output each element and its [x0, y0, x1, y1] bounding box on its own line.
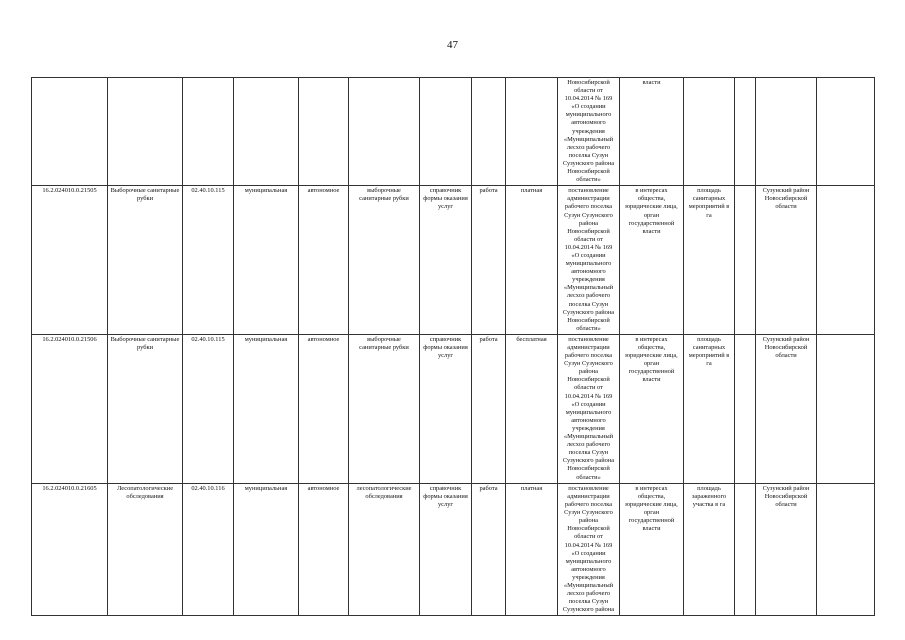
cell-kind: работа: [472, 186, 506, 335]
cell-territory: Сузунский район Новосибирской области: [756, 334, 817, 483]
page-number: 47: [447, 39, 458, 51]
cell-institution-type: [299, 78, 349, 186]
cell-level: муниципальная: [234, 334, 299, 483]
table-row: [32, 78, 875, 186]
cell-empty: [817, 186, 875, 335]
table-row: [32, 483, 875, 616]
cell-act: постановление администрации рабочего поселка Сузун Сузунского района Новосибирской области от 10.04.2014 № 169 «О создании муниципального автономного учреждения «Муниципальный лесхоз рабочего поселка Сузун Сузунского района Новосибирской области»: [558, 186, 620, 335]
cell-consumers: власти: [620, 78, 684, 186]
cell-consumers: в интересах общества, юридические лица, орган государственной власти: [620, 483, 684, 616]
cell-okved: 02.40.10.115: [183, 186, 234, 335]
cell-empty: [817, 483, 875, 616]
cell-institution-type: автономное: [299, 483, 349, 616]
cell-kind: работа: [472, 334, 506, 483]
cell-act: Новосибирской области от 10.04.2014 № 169 «О создании муниципального автономного учреждения «Муниципальный лесхоз рабочего поселка Сузун Сузунского района Новосибирской области»: [558, 78, 620, 186]
cell-name: [108, 78, 183, 186]
cell-level: муниципальная: [234, 483, 299, 616]
cell-content: лесопатологические обследования: [349, 483, 420, 616]
cell-consumers: в интересах общества, юридические лица, орган государственной власти: [620, 334, 684, 483]
cell-indicator: площадь санитарных мероприятий в га: [684, 334, 735, 483]
services-register-table: [31, 77, 875, 616]
cell-territory: [756, 78, 817, 186]
cell-level: муниципальная: [234, 186, 299, 335]
cell-content: выборочные санитарные рубки: [349, 334, 420, 483]
cell-name: Выборочные санитарные рубки: [108, 186, 183, 335]
cell-payment: [506, 78, 558, 186]
cell-empty: [735, 186, 756, 335]
cell-form: справочник формы оказания услуг: [420, 186, 472, 335]
cell-territory: Сузунский район Новосибирской области: [756, 186, 817, 335]
cell-payment: бесплатная: [506, 334, 558, 483]
cell-territory: Сузунский район Новосибирской области: [756, 483, 817, 616]
cell-form: [420, 78, 472, 186]
cell-level: [234, 78, 299, 186]
cell-payment: платная: [506, 483, 558, 616]
cell-form: справочник формы оказания услуг: [420, 483, 472, 616]
cell-code: 16.2.024010.0.21505: [32, 186, 108, 335]
cell-code: 16.2.024010.0.21605: [32, 483, 108, 616]
cell-kind: работа: [472, 483, 506, 616]
cell-payment: платная: [506, 186, 558, 335]
cell-empty: [735, 483, 756, 616]
cell-form: справочник формы оказания услуг: [420, 334, 472, 483]
cell-name: Лесопатологические обследования: [108, 483, 183, 616]
cell-institution-type: автономное: [299, 186, 349, 335]
cell-act: постановление администрации рабочего поселка Сузун Сузунского района Новосибирской области от 10.04.2014 № 169 «О создании муниципального автономного учреждения «Муниципальный лесхоз рабочего поселка Сузун Сузунского района: [558, 483, 620, 616]
cell-okved: 02.40.10.116: [183, 483, 234, 616]
cell-consumers: в интересах общества, юридические лица, орган государственной власти: [620, 186, 684, 335]
table-row: [32, 334, 875, 483]
cell-empty: [817, 78, 875, 186]
cell-kind: [472, 78, 506, 186]
cell-institution-type: автономное: [299, 334, 349, 483]
cell-empty: [735, 78, 756, 186]
cell-indicator: [684, 78, 735, 186]
cell-act: постановление администрации рабочего поселка Сузун Сузунского района Новосибирской области от 10.04.2014 № 169 «О создании муниципального автономного учреждения «Муниципальный лесхоз рабочего поселка Сузун Сузунского района Новосибирской области»: [558, 334, 620, 483]
cell-content: выборочные санитарные рубки: [349, 186, 420, 335]
cell-empty: [817, 334, 875, 483]
cell-name: Выборочные санитарные рубки: [108, 334, 183, 483]
cell-empty: [735, 334, 756, 483]
cell-okved: [183, 78, 234, 186]
cell-code: [32, 78, 108, 186]
cell-indicator: площадь зараженного участка в га: [684, 483, 735, 616]
cell-content: [349, 78, 420, 186]
cell-code: 16.2.024010.0.21506: [32, 334, 108, 483]
cell-indicator: площадь санитарных мероприятий в га: [684, 186, 735, 335]
cell-okved: 02.40.10.115: [183, 334, 234, 483]
table-row: [32, 186, 875, 335]
